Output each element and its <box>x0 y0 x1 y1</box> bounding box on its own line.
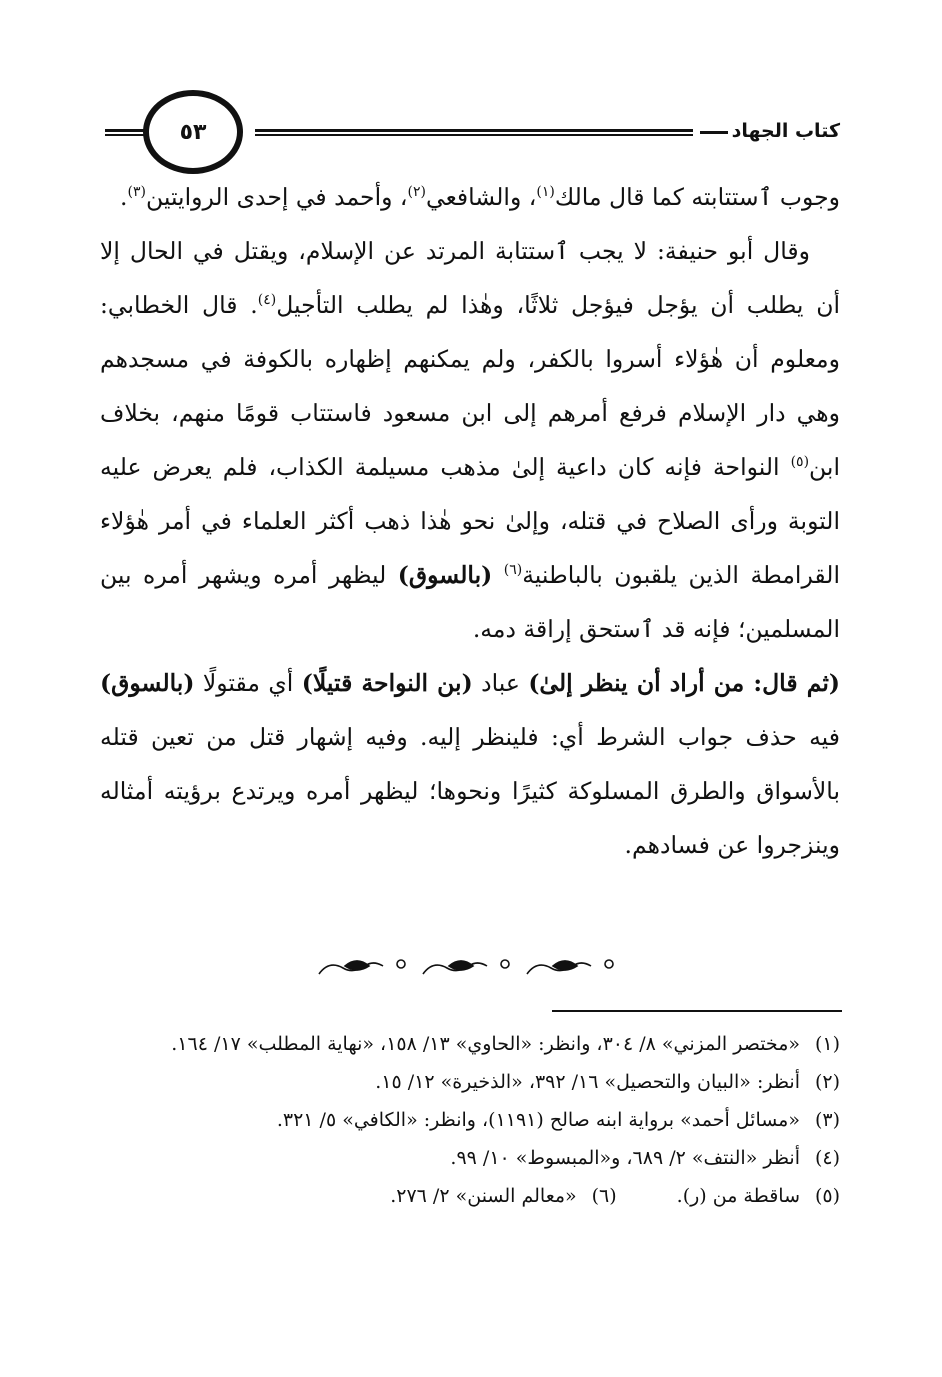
footnote-ref-1[interactable]: (١) <box>536 184 555 201</box>
footnote-ref-5[interactable]: (٥) <box>790 454 810 471</box>
paragraph-3 <box>100 656 840 872</box>
footnote-ref-2[interactable]: (٢) <box>407 184 426 201</box>
footnote-5 <box>677 1177 840 1215</box>
paragraph-2 <box>100 224 840 656</box>
page-header <box>105 88 840 178</box>
text-run: عباد <box>472 669 529 697</box>
footnote-text: أنظر «النتف» ٢/ ٦٨٩، و«المبسوط» ١٠/ ٩٩. <box>450 1147 800 1169</box>
text-run: . <box>120 183 128 211</box>
footnote-number: (٣) <box>814 1109 840 1131</box>
footnote-number: (٢) <box>814 1071 840 1093</box>
page-number-badge <box>143 90 243 174</box>
footnote-3 <box>100 1101 840 1139</box>
bold-quote: (بالسوق) <box>100 669 195 697</box>
footnote-row <box>100 1177 840 1215</box>
page-number: ٥٣ <box>179 119 207 145</box>
text-run: وجوب ٱستتابته كما قال مالك <box>554 183 840 211</box>
header-rule <box>255 129 693 136</box>
text-run: النواحة فإنه كان داعية إلىٰ مذهب مسيلمة الكذاب، فلم يعرض عليه التوبة ورأى الصلاح في قتله، وإلىٰ نحو هٰذا ذهب أكثر العلماء في أمر هٰؤلاء القرامطة الذين يلقبون بالباطنية <box>100 453 840 589</box>
ornament-divider-icon <box>315 950 627 986</box>
footnote-ref-4[interactable]: (٤) <box>257 292 277 309</box>
text-run: أي مقتولًا <box>194 669 302 697</box>
footnote-text: «معالم السنن» ٢/ ٢٧٦. <box>390 1185 577 1207</box>
footnote-1 <box>100 1025 840 1063</box>
footnote-text: أنظر: «البيان والتحصيل» ١٦/ ٣٩٢، «الذخيرة» ١٢/ ١٥. <box>375 1071 800 1093</box>
text-run: فيه حذف جواب الشرط أي: فلينظر إليه. وفيه إشهار قتل من تعين قتله بالأسواق والطرق المسلوكة كثيرًا ونحوها؛ ليظهر أمره ويرتدع برؤيته أمثاله وينزجروا عن فسادهم. <box>100 723 840 859</box>
footnote-number: (٦) <box>591 1185 617 1207</box>
footnotes <box>100 1025 840 1215</box>
footnote-ref-6[interactable]: (٦) <box>503 562 523 579</box>
book-title: كتاب الجهاد <box>731 120 840 142</box>
footnote-number: (٤) <box>814 1147 840 1169</box>
text-run: ، والشافعي <box>425 183 537 211</box>
footnote-6 <box>390 1177 616 1215</box>
text-run: وقال أبو حنيفة: لا يجب ٱستتابة المرتد عن الإسلام، ويقتل في الحال إلا أن يطلب أن يؤجل فيؤجل ثلاثًا، وهٰذا لم يطلب التأجيل <box>100 237 840 319</box>
bold-quote: (بالسوق) <box>397 561 493 589</box>
footnote-ref-3[interactable]: (٣) <box>127 184 146 201</box>
ornament-motif <box>527 960 613 974</box>
ornament-motif <box>423 960 509 974</box>
text-run: ليظهر أمره ويشهر أمره بين المسلمين؛ فإنه قد ٱستحق إراقة دمه. <box>100 561 840 643</box>
text-run: ، وأحمد في إحدى الروايتين <box>145 183 408 211</box>
footnote-number: (١) <box>814 1033 840 1055</box>
paragraph-1 <box>100 170 840 224</box>
footnote-text: ساقطة من (ر). <box>676 1185 800 1207</box>
bold-quote: (ثم قال: من أراد أن ينظر إلىٰ) <box>528 669 840 697</box>
main-text <box>100 170 840 872</box>
text-run: . قال الخطابي: ومعلوم أن هٰؤلاء أسروا بالكفر، ولم يمكنهم إظهاره بالكوفة في مسجدهم وهي دار الإسلام فرفع أمرهم إلى ابن مسعود فاستتاب قومًا منهم، بخلاف ابن <box>100 291 840 481</box>
header-dash <box>700 131 728 134</box>
footnote-number: (٥) <box>814 1185 840 1207</box>
footnote-4 <box>100 1139 840 1177</box>
footnote-text: «مختصر المزني» ٨/ ٣٠٤، وانظر: «الحاوي» ١٣/ ١٥٨، «نهاية المطلب» ١٧/ ١٦٤. <box>171 1033 800 1055</box>
ornament-motif <box>319 960 405 974</box>
footnote-separator <box>552 1010 842 1012</box>
bold-quote: (بن النواحة قتيلًا) <box>301 669 473 697</box>
footnote-text: «مسائل أحمد» برواية ابنه صالح (١١٩١)، وانظر: «الكافي» ٥/ ٣٢١. <box>276 1109 800 1131</box>
header-rule-left <box>105 129 145 136</box>
footnote-2 <box>100 1063 840 1101</box>
